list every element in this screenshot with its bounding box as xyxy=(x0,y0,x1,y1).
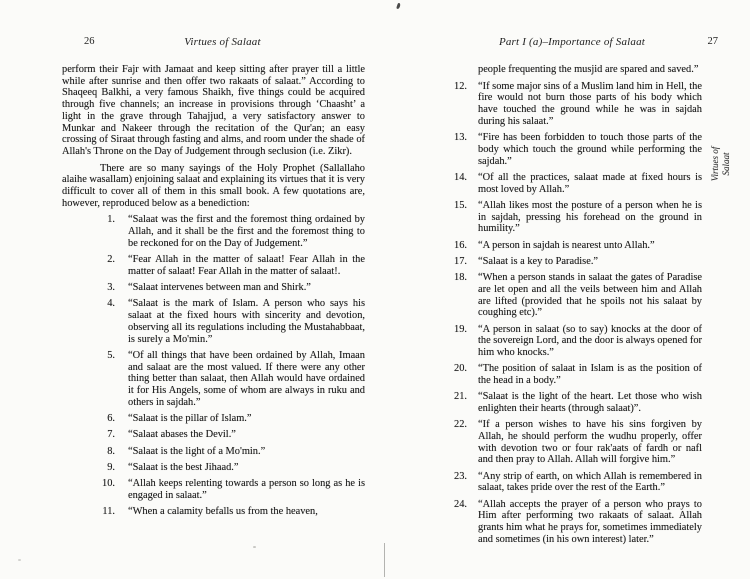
quotation-text: “Allah accepts the prayer of a person who prays to Him after performing two rakaats of salaat. Allah grants him what he prays for, sometimes immediately and sometimes (in his own interest) later.” xyxy=(478,498,702,545)
quotation-number: 22. xyxy=(454,419,467,431)
right-page-header-row xyxy=(450,36,718,51)
quotation-item xyxy=(450,419,702,466)
quotation-text: “Any strip of earth, on which Allah is remembered in salaat, takes pride over the rest of the Earth.” xyxy=(478,470,702,494)
side-tab-label: Virtues of Salaat xyxy=(710,146,731,182)
quotation-item xyxy=(62,298,365,345)
quotation-text: “Salaat is the best Jihaad.” xyxy=(128,461,239,473)
quotation-item xyxy=(450,81,702,128)
left-running-header: Virtues of Salaat xyxy=(184,36,261,48)
quotation-text: “If some major sins of a Muslim land him in Hell, the fire would not burn those parts of his body which have touched the ground while he was in sajdah during his salaat.” xyxy=(478,80,702,127)
quotation-number: 10. xyxy=(102,478,115,490)
quotation-item xyxy=(450,391,702,414)
quotation-item xyxy=(450,499,702,546)
quotation-item xyxy=(62,446,365,458)
quotation-item xyxy=(450,200,702,235)
quotation-item xyxy=(450,363,702,386)
right-page-body xyxy=(450,64,702,545)
quotation-number: 16. xyxy=(454,239,467,251)
quotation-text: “The position of salaat in Islam is as the position of the head in a body.” xyxy=(478,363,702,386)
left-page xyxy=(62,36,365,522)
quotation-item xyxy=(62,214,365,249)
quotation-item xyxy=(450,324,702,359)
scan-artifact-speck xyxy=(18,559,21,561)
quotation-number: 24. xyxy=(454,498,467,510)
quotation-text: “When a calamity befalls us from the heaven, xyxy=(128,506,318,518)
quotation-number: 17. xyxy=(454,255,467,267)
left-page-header-row xyxy=(62,36,365,51)
quotation-text: “Salaat was the first and the foremost thing ordained by Allah, and it shall be the first and the foremost thing to be reckoned for on the Day of Judgement.” xyxy=(128,214,365,249)
quotation-number: 9. xyxy=(107,461,115,473)
quotation-text: “Allah keeps relenting towards a person so long as he is engaged in salaat.” xyxy=(128,478,365,501)
quotation-item xyxy=(62,413,365,425)
quotation-item xyxy=(62,282,365,294)
left-page-number: 26 xyxy=(84,36,95,47)
quotation-text: “If a person wishes to have his sins forgiven by Allah, he should perform the wudhu properly, offer with devotion two or four rak'aats of fardh or nafl and then pray to Allah. Allah will forgive him.” xyxy=(478,419,702,466)
quotation-text: “When a person stands in salaat the gates of Paradise are let open and all the veils between him and Allah are lifted (provided that he spoils not his salaat by coughing etc).” xyxy=(478,272,702,319)
left-paragraph-intro: There are so many sayings of the Holy Prophet (Sallallaho alaihe wasallam) enjoining salaat and explaining its virtues that it is very difficult to cover all of them in this small book. A few quotations are, however, reproduced below as a benediction: xyxy=(62,162,365,209)
quotation-number: 2. xyxy=(107,254,115,266)
quotation-number: 21. xyxy=(454,391,467,403)
quotation-number: 7. xyxy=(107,429,115,441)
quotation-number: 6. xyxy=(107,412,115,424)
quotation-number: 18. xyxy=(454,272,467,284)
quotation-number: 19. xyxy=(454,323,467,335)
quotation-item xyxy=(450,471,702,494)
quotation-item xyxy=(62,429,365,441)
quotation-item xyxy=(62,506,365,518)
right-page xyxy=(450,36,718,550)
quotation-item xyxy=(450,272,702,319)
quotation-number: 13. xyxy=(454,132,467,144)
scan-artifact-speck xyxy=(253,546,256,548)
quotation-number: 23. xyxy=(454,470,467,482)
right-page-number: 27 xyxy=(707,36,718,47)
quotation-number: 12. xyxy=(454,80,467,92)
quotation-item xyxy=(450,240,702,252)
left-page-body xyxy=(62,64,365,518)
quotation-item xyxy=(450,172,702,195)
quotation-text: “Fire has been forbidden to touch those parts of the body which touch the ground while performing the sajdah.” xyxy=(478,132,702,167)
quotation-number: 14. xyxy=(454,171,467,183)
right-paragraph-continuation: people frequenting the musjid are spared and saved.” xyxy=(478,64,699,75)
quotation-number: 15. xyxy=(454,199,467,211)
quotation-item xyxy=(450,132,702,167)
quotation-number: 4. xyxy=(107,298,115,310)
quotation-text: “Salaat is the mark of Islam. A person who says his salaat at the fixed hours with sincerity and devotion, observing all its regulations including the Mustahabbaat, is surely a Mo'min.” xyxy=(128,298,365,345)
quotation-item xyxy=(62,462,365,474)
quotation-list-left xyxy=(62,214,365,517)
quotation-number: 1. xyxy=(107,214,115,226)
quotation-item xyxy=(62,478,365,501)
quotation-text: “Salaat is the light of a Mo'min.” xyxy=(128,445,266,457)
quotation-text: “Of all the practices, salaat made at fixed hours is most loved by Allah.” xyxy=(478,171,702,195)
right-running-header: Part I (a)–Importance of Salaat xyxy=(498,36,646,48)
quotation-list-right xyxy=(450,81,702,546)
quotation-text: “Salaat is the pillar of Islam.” xyxy=(128,412,252,424)
quotation-text: “A person in sajdah is nearest unto Allah.” xyxy=(478,239,655,251)
quotation-text: “Salaat is a key to Paradise.” xyxy=(478,255,599,267)
quotation-number: 8. xyxy=(107,445,115,457)
quotation-text: “Of all things that have been ordained by Allah, Imaan and salaat are the most valued. If there were any other thing better than salaat, then Allah would have ordained it for His Angels, some of whom are always in ruku and others in sajdah.” xyxy=(128,349,365,408)
quotation-number: 11. xyxy=(102,506,115,518)
quotation-number: 3. xyxy=(107,282,115,294)
scan-artifact-gutter-line xyxy=(384,543,385,577)
quotation-item xyxy=(62,350,365,409)
scan-artifact-top-tick xyxy=(396,3,401,10)
quotation-text: “Allah likes most the posture of a person when he is in sajdah, pressing his forehead on the ground in humility.” xyxy=(478,199,702,235)
quotation-text: “Salaat intervenes between man and Shirk.” xyxy=(128,282,311,294)
quotation-item xyxy=(450,256,702,268)
quotation-text: “Salaat is the light of the heart. Let those who wish enlighten their hearts (through salaat)”. xyxy=(478,391,702,414)
left-paragraph-continuation: perform their Fajr with Jamaat and keep sitting after prayer till a little while after sunrise and then offer two rakaats of salaat.” According to Shaqeeq Balkhi, a very famous Shaikh, five things could be acquired through five channels; an increase in provisions through ‘Chaasht’ a light in the grave through Tahajjud, a very satisfactory answer to Munkar and Nakeer through the recitation of the Qur'an; an easy crossing of Siraat through fasting and alms, and room under the shade of Allah's Throne on the Day of Judgement through seclusion (i.e. Zikr). xyxy=(62,64,365,157)
quotation-item xyxy=(62,254,365,277)
quotation-number: 5. xyxy=(107,349,115,361)
quotation-text: “Fear Allah in the matter of salaat! Fear Allah in the matter of salaat! Fear Allah in the matter of salaat!. xyxy=(128,254,365,277)
quotation-text: “Salaat abases the Devil.” xyxy=(128,429,236,441)
quotation-number: 20. xyxy=(454,363,467,375)
quotation-text: “A person in salaat (so to say) knocks at the door of the sovereign Lord, and the door is always opened for him who knocks.” xyxy=(478,323,702,358)
